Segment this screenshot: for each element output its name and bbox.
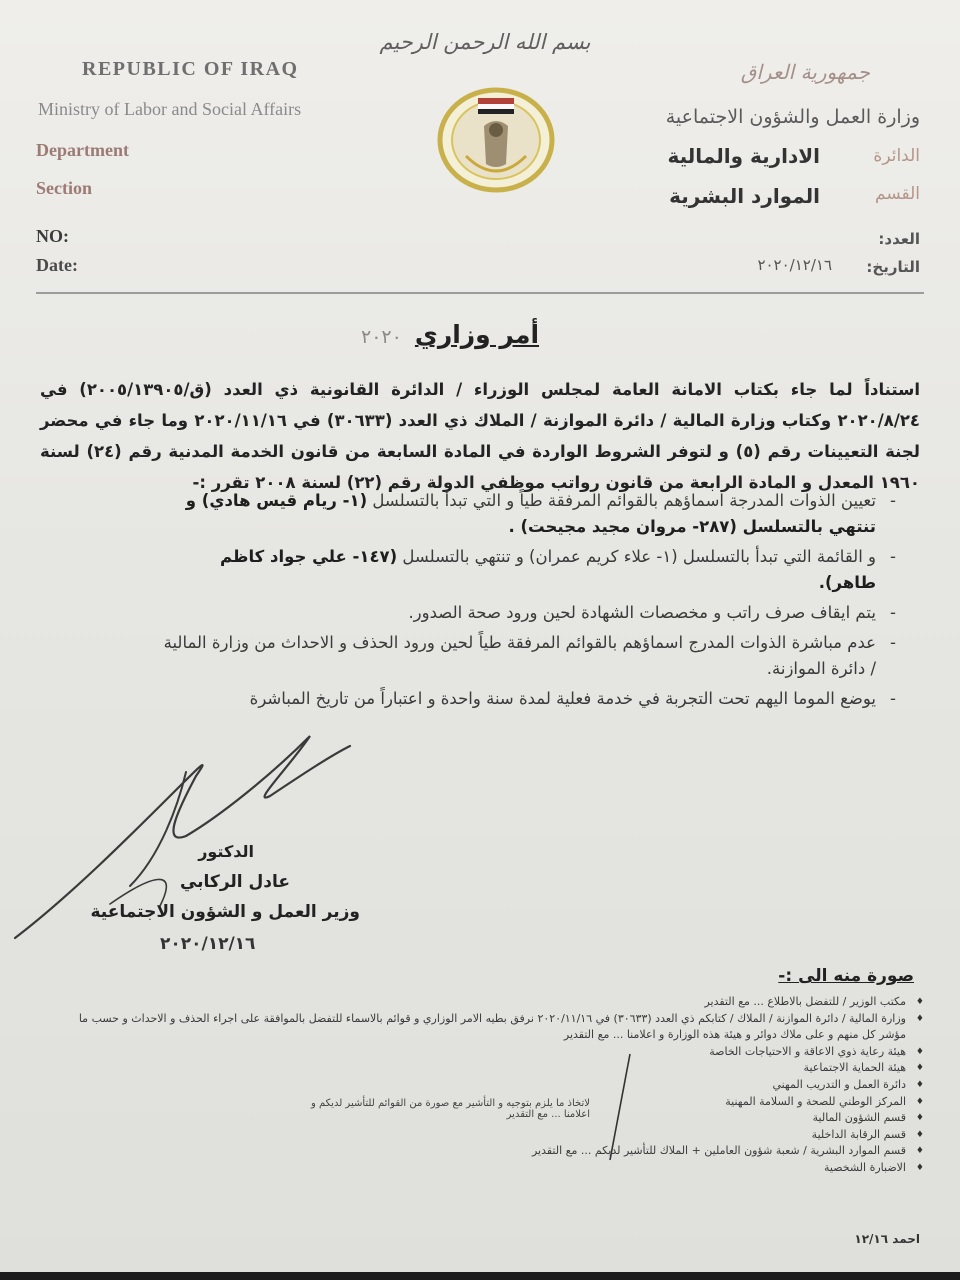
english-date-label: Date: xyxy=(36,255,78,275)
order-items-list xyxy=(160,488,896,716)
arabic-date-value: ٢٠٢٠/١٢/١٦ xyxy=(757,256,832,274)
copy-recipient: ♦ المركز الوطني للصحة و السلامة المهنية xyxy=(64,1094,924,1111)
order-item-text: عدم مباشرة الذوات المدرج اسماؤهم بالقوائم المرفقة طياً لحين ورود الحذف و الاحداث من وزارة المالية / دائرة الموازنة. xyxy=(163,633,876,678)
basmala: بسم الله الرحمن الرحيم xyxy=(379,30,591,54)
signatory-date: ٢٠٢٠/١٢/١٦ xyxy=(160,934,256,954)
order-item-text: تعيين الذوات المدرجة اسماؤهم بالقوائم المرفقة طياً و التي تبدأ بالتسلسل xyxy=(372,491,876,510)
english-country-name: REPUBLIC OF IRAQ xyxy=(82,58,299,80)
bottom-edge xyxy=(0,1272,960,1280)
order-item xyxy=(160,630,896,682)
copies-footer: احمد ١٢/١٦ xyxy=(854,1232,920,1246)
english-section-label: Section xyxy=(36,178,92,198)
order-item-text: يتم ايقاف صرف راتب و مخصصات الشهادة لحين ورود صحة الصدور. xyxy=(408,603,876,622)
arabic-date-label: التاريخ: xyxy=(866,258,920,276)
copy-recipient: ♦ هيئة الحماية الاجتماعية xyxy=(64,1060,924,1077)
copy-recipient: ♦ مكتب الوزير / للتفضل بالاطلاع ... مع التقدير xyxy=(64,994,924,1011)
order-number: ٢٠٢٠ xyxy=(360,326,402,348)
arabic-department-value: الادارية والمالية xyxy=(667,144,820,168)
order-item xyxy=(160,686,896,712)
copy-recipient: ♦ الاضبارة الشخصية xyxy=(64,1160,924,1177)
signatory-role: وزير العمل و الشؤون الاجتماعية xyxy=(90,902,360,922)
bracket-mark xyxy=(600,1052,640,1162)
order-item-emphasis: (١٤٧- علي جواد كاظم طاهر). xyxy=(219,547,876,592)
copy-recipient: ♦ قسم الشؤون المالية xyxy=(64,1110,924,1127)
order-item-text: و القائمة التي تبدأ بالتسلسل (١- علاء كريم عمران) و تنتهي بالتسلسل xyxy=(402,547,876,566)
copy-recipient: ♦ دائرة العمل و التدريب المهني xyxy=(64,1077,924,1094)
arabic-department-label: الدائرة xyxy=(873,146,920,166)
copies-to-list xyxy=(64,994,924,1177)
copy-recipient: ♦ قسم الرقابة الداخلية xyxy=(64,1127,924,1144)
order-title: أمر وزاري xyxy=(414,320,540,349)
copy-recipient: ♦ هيئة رعاية ذوي الاعاقة و الاحتياجات الخاصة xyxy=(64,1044,924,1061)
copies-to-title: صورة منه الى :- xyxy=(778,966,914,986)
order-preamble: استناداً لما جاء بكتاب الامانة العامة لمجلس الوزراء / الدائرة القانونية ذي العدد (ق/٢٠٠٥/١٣٩٠٥) في ٢٠٢٠/٨/٢٤ وكتاب وزارة المالية / دائرة الموازنة / الملاك ذي العدد (٣٠٦٣٣) في ٢٠٢٠/١١/١٦ وما جاء في محضر لجنة التعيينات رقم (٥) و لتوفر الشروط الواردة في المادة السابعة من قانون الخدمة المدنية رقم (٢٤) لسنة ١٩٦٠ المعدل و المادة الرابعة من قانون رواتب موظفي الدولة رقم (٢٢) لسنة ٢٠٠٨ تقرر :- xyxy=(40,380,920,492)
arabic-country-name: جمهورية العراق xyxy=(740,60,870,84)
order-item xyxy=(160,544,896,596)
copy-recipient: ♦ قسم الموارد البشرية / شعبة شؤون العاملين + الملاك للتأشير لديكم ... مع التقدير xyxy=(64,1143,924,1160)
signatory-title: الدكتور xyxy=(198,842,254,861)
english-department-label: Department xyxy=(36,140,129,160)
english-number-label: NO: xyxy=(36,226,69,246)
arabic-section-value: الموارد البشرية xyxy=(669,184,820,208)
arabic-number-label: العدد: xyxy=(878,230,920,248)
order-item-text: يوضع الموما اليهم تحت التجربة في خدمة فعلية لمدة سنة واحدة و اعتباراً من تاريخ المباشرة xyxy=(249,689,876,708)
signatory-name: عادل الركابي xyxy=(179,872,290,892)
order-item xyxy=(160,488,896,540)
arabic-ministry-name: وزارة العمل والشؤون الاجتماعية xyxy=(665,106,920,128)
arabic-section-label: القسم xyxy=(875,184,920,204)
copy-recipient: ♦ وزارة المالية / دائرة الموازنة / الملاك / كتابكم ذي العدد (٣٠٦٣٣) في ٢٠٢٠/١١/١٦ نرفق بطيه الامر الوزاري و قوائم بالاسماء للتفضل بالموافقة على اجراء الحذف و الاحداث و حسب ما مؤشر كل منهم و على ملاك دوائر و هيئة هذه الوزارة و اعلامنا ... مع التقدير xyxy=(64,1011,924,1044)
order-item-emphasis: (١- ريام قيس هادي) و تنتهي بالتسلسل (٢٨٧- مروان مجيد مجيحت) . xyxy=(185,491,876,536)
order-title-block xyxy=(320,320,580,349)
bracket-note: لاتخاذ ما يلزم بتوجيه و التأشير مع صورة من القوائم للتأشير لديكم و اعلامنا ... مع التقدير xyxy=(310,1098,590,1120)
ministry-emblem-icon xyxy=(436,86,556,194)
english-ministry-name: Ministry of Labor and Social Affairs xyxy=(38,99,302,119)
order-item xyxy=(160,600,896,626)
header-divider xyxy=(36,292,924,294)
